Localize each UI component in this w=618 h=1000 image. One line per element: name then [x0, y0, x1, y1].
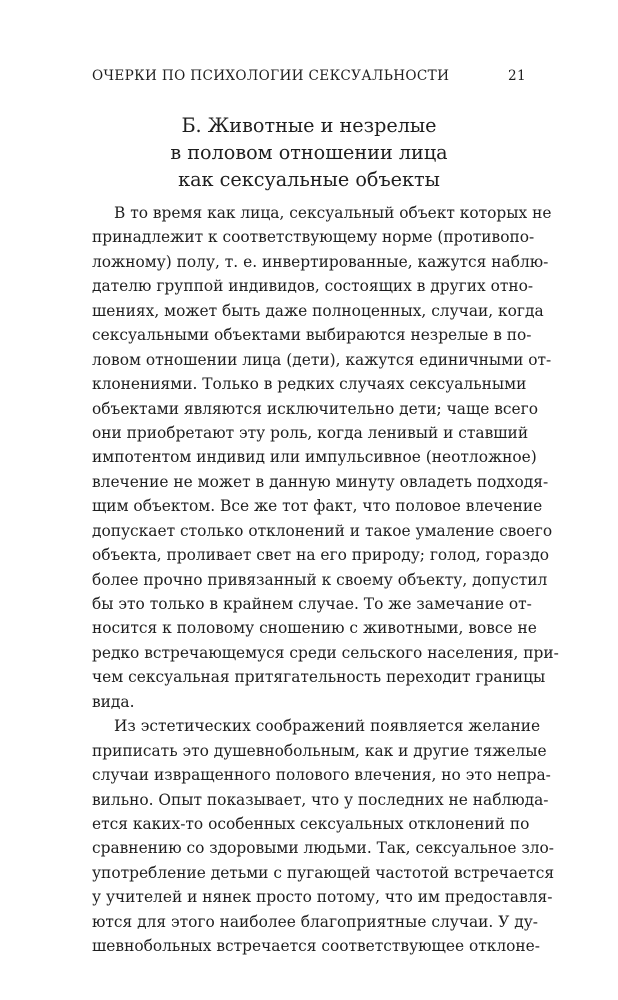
- text-line: клонениями. Только в редких случаях сексуальными: [92, 375, 527, 394]
- running-title: ОЧЕРКИ ПО ПСИХОЛОГИИ СЕКСУАЛЬНОСТИ: [92, 68, 450, 84]
- section-title: [92, 112, 526, 193]
- text-line: ется каких-то особенных сексуальных отклонений по: [92, 814, 530, 833]
- text-line: объекта, проливает свет на его природу; голод, гораздо: [92, 546, 549, 565]
- text-line: влечение не может в данную минуту овладеть подходя-: [92, 472, 549, 491]
- text-line: принадлежит к соответствующему норме (противопо-: [92, 228, 535, 247]
- text-line: ются для этого наиболее благоприятные случаи. У ду-: [92, 912, 538, 931]
- text-line: объектами являются исключительно дети; чаще всего: [92, 399, 538, 418]
- text-line: сравнению со здоровыми людьми. Так, сексуальное зло-: [92, 839, 554, 858]
- text-line: чем сексуальная притягательность переходит границы: [92, 668, 546, 687]
- text-line: щим объектом. Все же тот факт, что половое влечение: [92, 497, 543, 516]
- text-line: дателю группой индивидов, состоящих в других отно-: [92, 277, 534, 296]
- page-number: 21: [508, 68, 526, 84]
- text-line: В то время как лица, сексуальный объект которых не: [114, 204, 552, 222]
- text-line: бы это только в крайнем случае. То же замечание от-: [92, 595, 532, 613]
- section-title-line: как сексуальные объекты: [178, 168, 440, 191]
- text-line: носится к половому сношению с животными, вовсе не: [92, 619, 537, 638]
- text-line: допускает столько отклонений и такое умаление своего: [92, 521, 553, 540]
- text-line: редко встречающемуся среди сельского населения, при-: [92, 643, 559, 662]
- text-line: Из эстетических соображений появляется желание: [114, 717, 541, 736]
- text-line: сексуальными объектами выбираются незрелые в по-: [92, 326, 532, 345]
- book-page: [92, 66, 559, 959]
- section-title-line: Б. Животные и незрелые: [181, 114, 437, 137]
- text-line: ложному) полу, т. е. инвертированные, кажутся наблю-: [92, 252, 549, 271]
- text-line: импотентом индивид или импульсивное (неотложное): [92, 448, 537, 467]
- text-line: шениях, может быть даже полноценных, случаи, когда: [92, 301, 544, 320]
- text-line: приписать это душевнобольным, как и другие тяжелые: [92, 741, 547, 760]
- paragraph-2: [92, 714, 555, 958]
- text-line: случаи извращенного полового влечения, но это непра-: [92, 766, 551, 785]
- paragraph-1: [92, 201, 559, 714]
- section-title-line: в половом отношении лица: [170, 141, 448, 164]
- text-line: вида.: [92, 692, 135, 711]
- body-text: [92, 201, 559, 959]
- text-line: вильно. Опыт показывает, что у последних не наблюда-: [92, 790, 549, 809]
- text-line: шевнобольных встречается соответствующее отклоне-: [92, 937, 540, 956]
- text-line: употребление детьми с пугающей частотой встречается: [92, 863, 555, 882]
- running-head: [92, 66, 526, 86]
- text-line: они приобретают эту роль, когда ленивый и ставший: [92, 423, 529, 442]
- text-line: ловом отношении лица (дети), кажутся единичными от-: [92, 350, 552, 369]
- text-line: более прочно привязанный к своему объекту, допустил: [92, 570, 548, 589]
- text-line: у учителей и нянек просто потому, что им предоставля-: [92, 888, 553, 907]
